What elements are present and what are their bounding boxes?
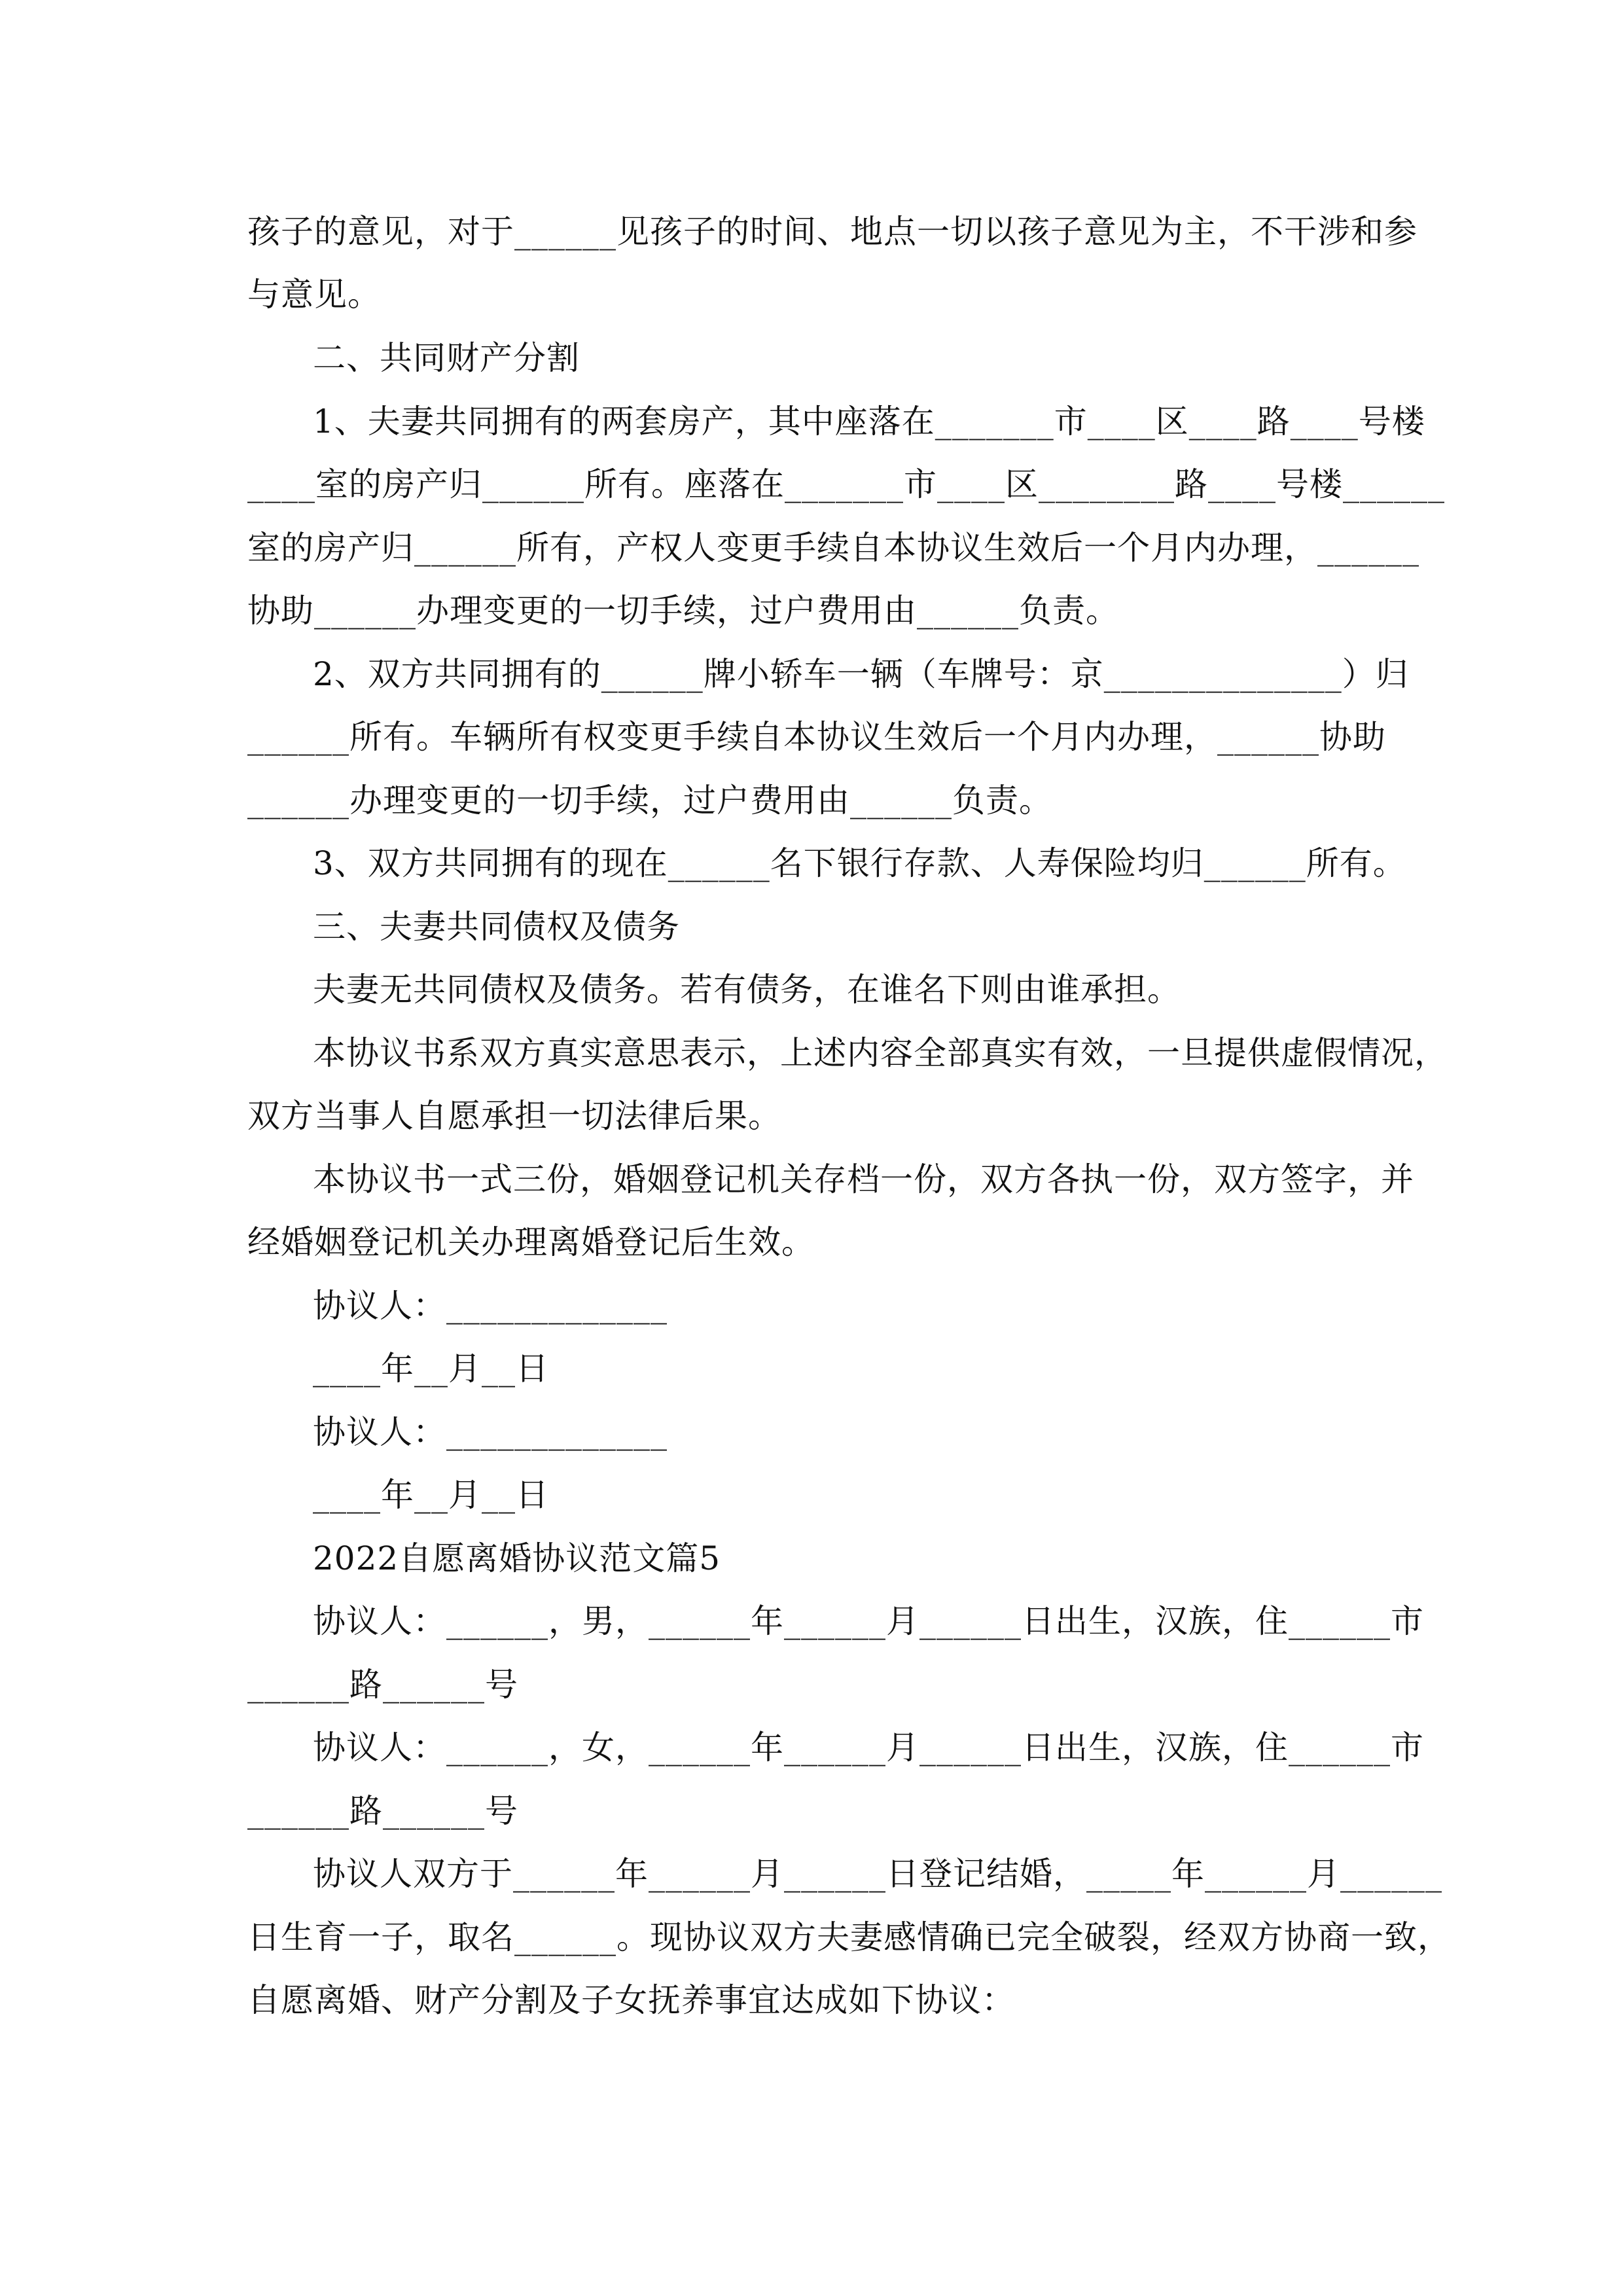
signature-line: 协议人：_____________ — [313, 1413, 668, 1451]
paragraph-line: ______路______号 — [247, 1666, 518, 1704]
paragraph-line: ____室的房产归______所有。座落在_______市____区________路____号楼______ — [247, 465, 1445, 503]
paragraph-line: 2、双方共同拥有的______牌小轿车一辆（车牌号：京______________）归 — [313, 655, 1409, 693]
paragraph-line: 与意见。 — [247, 276, 381, 314]
paragraph-line: 夫妻无共同债权及债务。若有债务，在谁名下则由谁承担。 — [313, 971, 1181, 1009]
paragraph-line: 本协议书一式三份，婚姻登记机关存档一份，双方各执一份，双方签字，并 — [313, 1160, 1414, 1198]
paragraph-line: 自愿离婚、财产分割及子女抚养事宜达成如下协议： — [247, 1981, 1015, 2019]
paragraph-line: 协议人：______，女，______年______月______日出生，汉族，住______市 — [313, 1729, 1424, 1767]
paragraph-line: 本协议书系双方真实意思表示，上述内容全部真实有效，一旦提供虚假情况， — [313, 1034, 1448, 1072]
date-line: ____年__月__日 — [313, 1350, 549, 1388]
paragraph-line: 协议人：______，男，______年______月______日出生，汉族，住______市 — [313, 1602, 1424, 1640]
signature-line: 协议人：_____________ — [313, 1287, 668, 1325]
paragraph-line: 经婚姻登记机关办理离婚登记后生效。 — [247, 1223, 815, 1261]
paragraph-line: 日生育一子，取名______。现协议双方夫妻感情确已完全破裂，经双方协商一致， — [247, 1918, 1451, 1956]
paragraph-line: 1、夫妻共同拥有的两套房产，其中座落在_______市____区____路____号楼 — [313, 403, 1425, 440]
paragraph-line: 孩子的意见，对于______见孩子的时间、地点一切以孩子意见为主，不干涉和参 — [247, 213, 1418, 251]
section-heading-property: 二、共同财产分割 — [313, 339, 580, 377]
section-heading-debts: 三、夫妻共同债权及债务 — [313, 908, 680, 946]
paragraph-line: ______所有。车辆所有权变更手续自本协议生效后一个月内办理，______协助 — [247, 718, 1386, 756]
paragraph-line: 双方当事人自愿承担一切法律后果。 — [247, 1097, 781, 1135]
paragraph-line: 协议人双方于______年______月______日登记结婚，_____年______月______ — [313, 1855, 1442, 1893]
paragraph-line: ______办理变更的一切手续，过户费用由______负责。 — [247, 781, 1052, 819]
paragraph-line: 协助______办理变更的一切手续，过户费用由______负责。 — [247, 592, 1119, 630]
paragraph-line: 室的房产归______所有，产权人变更手续自本协议生效后一个月内办理，______ — [247, 529, 1419, 567]
paragraph-line: 3、双方共同拥有的现在______名下银行存款、人寿保险均归______所有。 — [313, 844, 1406, 882]
date-line: ____年__月__日 — [313, 1476, 549, 1514]
article-title: 2022自愿离婚协议范文篇5 — [313, 1539, 721, 1577]
paragraph-line: ______路______号 — [247, 1792, 518, 1830]
